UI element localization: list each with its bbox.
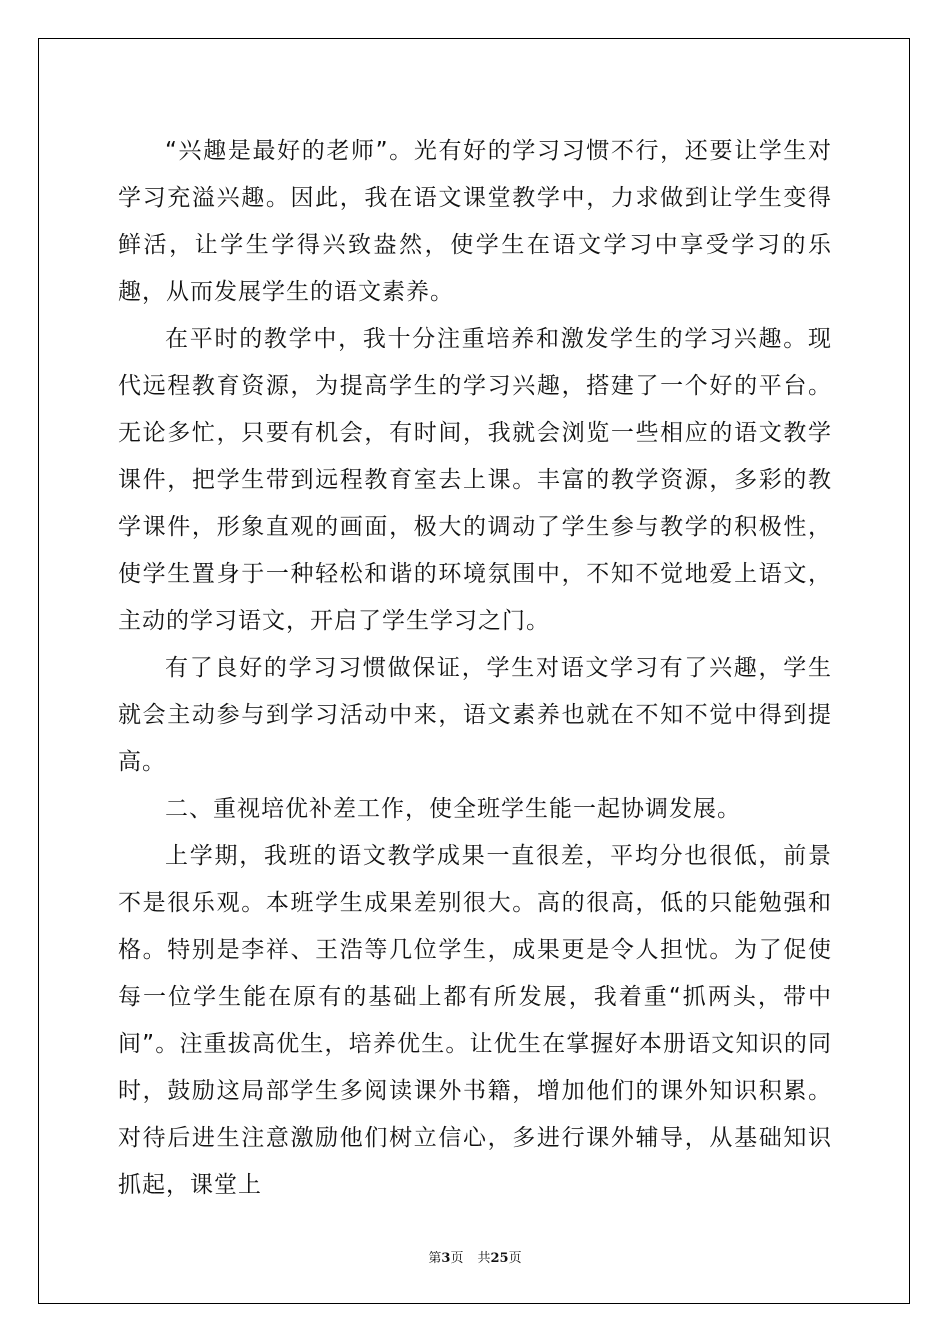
section-heading: 二、重视培优补差工作，使全班学生能一起协调发展。 [165, 796, 741, 822]
total-pages: 25 [490, 1251, 509, 1266]
page-prefix: 第 [428, 1251, 442, 1266]
paragraph: 有了良好的学习习惯做保证，学生对语文学习有了兴趣，学生就会主动参与到学习活动中来，语文素养也就在不知不觉中得到提高。 [118, 655, 832, 775]
paragraph: 在平时的教学中，我十分注重培养和激发学生的学习兴趣。现代远程教育资源，为提高学生的学习兴趣，搭建了一个好的平台。无论多忙，只要有机会，有时间，我就会浏览一些相应的语文教学课件，把学生带到远程教育室去上课。丰富的教学资源，多彩的教学课件，形象直观的画面，极大的调动了学生参与教学的积极性，使学生置身于一种轻松和谐的环境氛围中，不知不觉地爱上语文，主动的学习语文，开启了学生学习之门。 [118, 326, 832, 634]
page-number: 3 [441, 1251, 451, 1266]
paragraph: 上学期，我班的语文教学成果一直很差，平均分也很低，前景不是很乐观。本班学生成果差别很大。高的很高，低的只能勉强和格。特别是李祥、王浩等几位学生，成果更是令人担忧。为了促使每一位学生能在原有的基础上都有所发展，我着重“抓两头，带中间”。注重拔高优生，培养优生。让优生在掌握好本册语文知识的同时，鼓励这局部学生多阅读课外书籍，增加他们的课外知识积累。对待后进生注意激励他们树立信心，多进行课外辅导，从基础知识抓起，课堂上 [118, 843, 832, 1198]
page-footer [0, 1247, 950, 1266]
total-suffix: 页 [508, 1251, 522, 1266]
paragraph: “兴趣是最好的老师”。光有好的学习习惯不行，还要让学生对学习充溢兴趣。因此，我在语文课堂教学中，力求做到让学生变得鲜活，让学生学得兴致盎然，使学生在语文学习中享受学习的乐趣，从而发展学生的语文素养。 [118, 138, 832, 305]
page-suffix: 页 [450, 1251, 464, 1266]
document-body [118, 128, 832, 1209]
total-prefix: 共 [477, 1251, 491, 1266]
